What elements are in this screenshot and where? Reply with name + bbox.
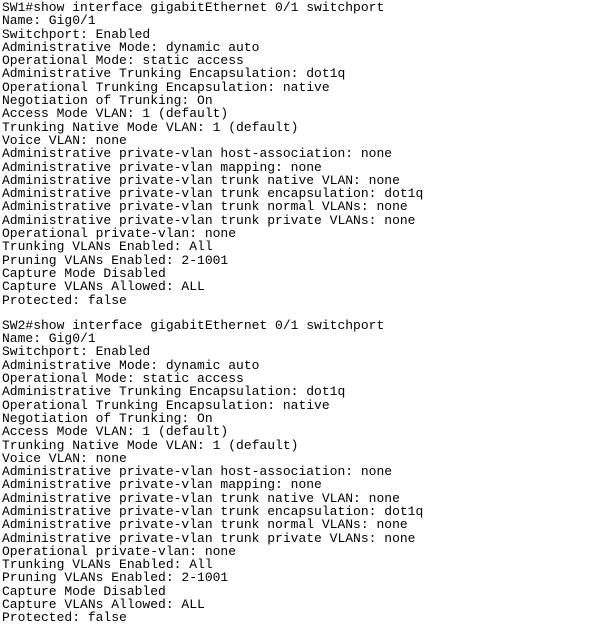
- sw2-output-line: Operational Trunking Encapsulation: native: [2, 397, 330, 413]
- sw1-output-line: Capture VLANs Allowed: ALL: [2, 279, 205, 295]
- sw2-output-line: Administrative private-vlan trunk private VLANs: none: [2, 530, 416, 546]
- sw2-output-line: Voice VLAN: none: [2, 450, 127, 466]
- sw2-command-prompt: SW2#show interface gigabitEthernet 0/1 switchport: [2, 317, 385, 333]
- sw1-output-line: Voice VLAN: none: [2, 132, 127, 148]
- sw2-output-line: Operational private-vlan: none: [2, 543, 237, 559]
- sw2-output-line: Switchport: Enabled: [2, 344, 151, 360]
- sw1-output-line: Capture Mode Disabled: [2, 265, 166, 281]
- sw1-output-line: Name: Gig0/1: [2, 13, 96, 29]
- terminal-output: [2, 1, 595, 625]
- sw2-output-line: Administrative private-vlan host-association: none: [2, 464, 393, 480]
- sw1-output-line: Operational Mode: static access: [2, 53, 244, 69]
- sw2-output-line: Negotiation of Trunking: On: [2, 410, 213, 426]
- sw2-output-line: Trunking Native Mode VLAN: 1 (default): [2, 437, 299, 453]
- sw1-output-line: Operational private-vlan: none: [2, 226, 237, 242]
- sw1-output-line: Pruning VLANs Enabled: 2-1001: [2, 252, 229, 268]
- sw1-output-line: Administrative private-vlan host-association: none: [2, 146, 393, 162]
- sw1-output-line: Switchport: Enabled: [2, 26, 151, 42]
- sw2-output-block: [2, 319, 595, 625]
- sw1-output-block: [2, 1, 595, 307]
- sw2-output-line: Protected: false: [2, 610, 127, 626]
- sw2-output-line: Administrative private-vlan trunk encapsulation: dot1q: [2, 503, 424, 519]
- sw2-output-line: Administrative private-vlan trunk native VLAN: none: [2, 490, 400, 506]
- sw1-output-line: Administrative private-vlan trunk encapsulation: dot1q: [2, 186, 424, 202]
- sw2-output-line: Capture VLANs Allowed: ALL: [2, 597, 205, 613]
- sw1-output-line: Trunking Native Mode VLAN: 1 (default): [2, 119, 299, 135]
- sw1-output-line: Administrative Trunking Encapsulation: dot1q: [2, 66, 346, 82]
- sw2-output-line: Trunking VLANs Enabled: All: [2, 557, 213, 573]
- sw1-output-line: Access Mode VLAN: 1 (default): [2, 106, 229, 122]
- sw1-output-line: Administrative Mode: dynamic auto: [2, 39, 260, 55]
- sw1-command-prompt: SW1#show interface gigabitEthernet 0/1 switchport: [2, 0, 385, 15]
- sw1-output-line: Administrative private-vlan mapping: none: [2, 159, 322, 175]
- sw1-output-line: Protected: false: [2, 292, 127, 308]
- sw1-output-line: Administrative private-vlan trunk private VLANs: none: [2, 212, 416, 228]
- sw2-output-line: Capture Mode Disabled: [2, 583, 166, 599]
- sw1-output-line: Administrative private-vlan trunk normal VLANs: none: [2, 199, 408, 215]
- sw2-output-line: Administrative private-vlan mapping: none: [2, 477, 322, 493]
- sw1-output-line: Operational Trunking Encapsulation: native: [2, 79, 330, 95]
- sw2-output-line: Operational Mode: static access: [2, 371, 244, 387]
- sw2-output-line: Administrative Mode: dynamic auto: [2, 357, 260, 373]
- sw2-output-line: Access Mode VLAN: 1 (default): [2, 424, 229, 440]
- sw2-output-line: Name: Gig0/1: [2, 331, 96, 347]
- sw1-output-line: Negotiation of Trunking: On: [2, 93, 213, 109]
- sw2-output-line: Administrative private-vlan trunk normal VLANs: none: [2, 517, 408, 533]
- sw1-output-line: Administrative private-vlan trunk native VLAN: none: [2, 172, 400, 188]
- sw1-output-line: Trunking VLANs Enabled: All: [2, 239, 213, 255]
- sw2-output-line: Administrative Trunking Encapsulation: dot1q: [2, 384, 346, 400]
- sw2-output-line: Pruning VLANs Enabled: 2-1001: [2, 570, 229, 586]
